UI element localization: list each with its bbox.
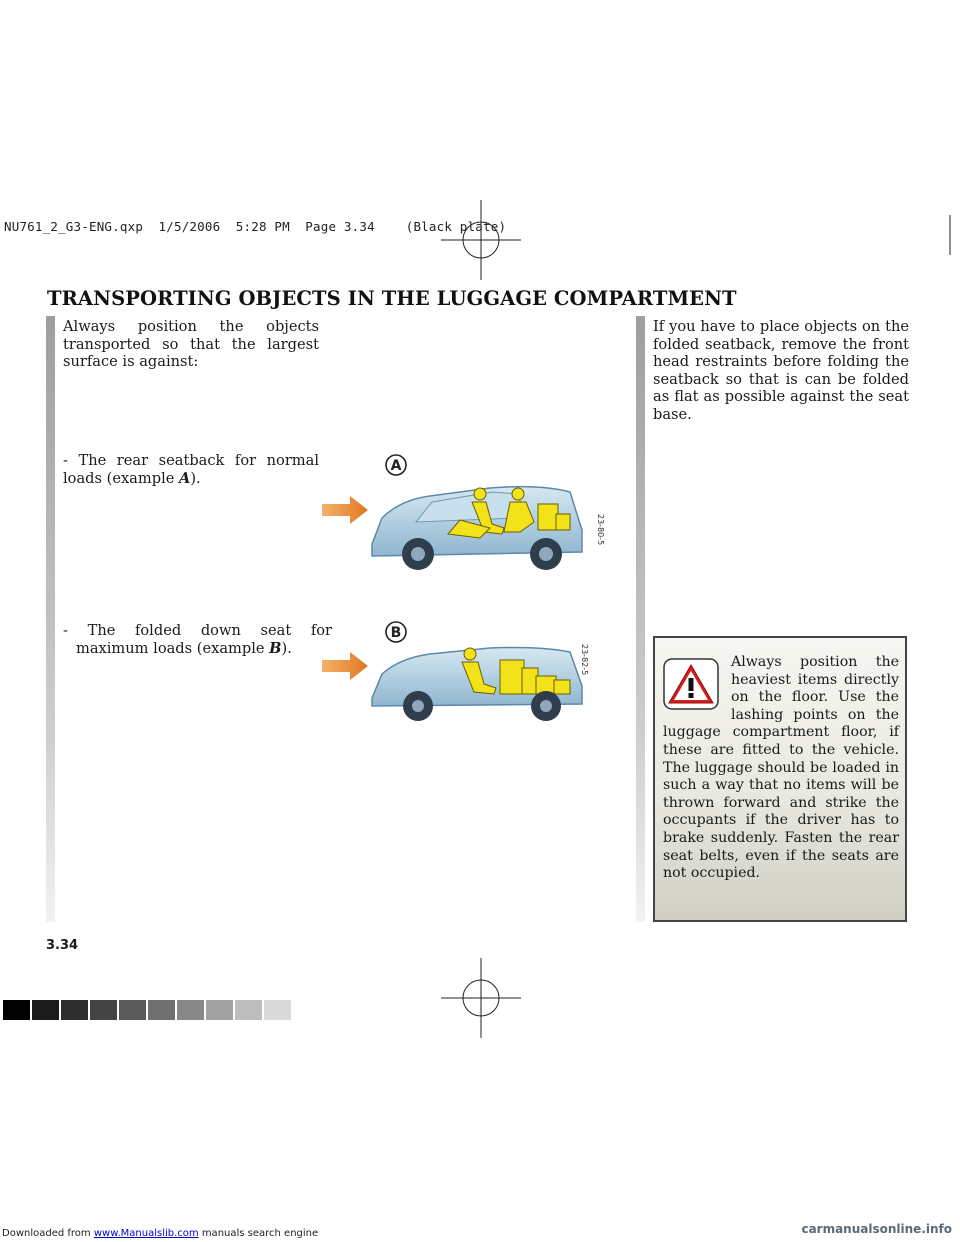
gray-swatch-5 (119, 1000, 146, 1020)
gray-swatch-9 (235, 1000, 262, 1020)
manualslib-link[interactable]: www.Manualslib.com (93, 1228, 199, 1239)
gray-swatch-7 (177, 1000, 204, 1020)
figure-b-code: 23-82-5 (580, 644, 589, 676)
gray-swatch-1 (3, 1000, 30, 1020)
warning-text-block (663, 654, 899, 883)
gray-swatch-6 (148, 1000, 175, 1020)
registration-mark-bottom (441, 958, 521, 1038)
gray-swatch-8 (206, 1000, 233, 1020)
left-sidebar-bar (46, 316, 55, 922)
warning-box (653, 636, 907, 922)
download-footer: Downloaded from www.Manualslib.com manuals search engine (2, 1228, 319, 1239)
page-title: TRANSPORTING OBJECTS IN THE LUGGAGE COMPARTMENT (47, 287, 737, 310)
gray-swatch-2 (32, 1000, 59, 1020)
figure-a-code: 23-80-5 (596, 514, 605, 546)
watermark-url: carmanualsonline.info (801, 1222, 952, 1236)
figure-a-label: A (390, 458, 402, 474)
page-number: 3.34 (46, 938, 79, 953)
figure-b-label: B (390, 625, 402, 641)
warning-triangle-icon (663, 658, 719, 710)
right-column-paragraph: If you have to place objects on the folded seatback, remove the front head restraints before folding the seatback so that is can be folded as flat as possible against the seat base. (653, 318, 909, 423)
item-b-paragraph: - The folded down seat for maximum loads (example B). (63, 622, 332, 657)
item-a-paragraph: - The rear seatback for normal loads (example A). (63, 452, 319, 487)
middle-sidebar-bar (636, 316, 645, 922)
warning-text: Always position the heaviest items directly on the floor. Use the lashing points on the luggage compartment floor, if these are fitted to the vehicle. The luggage should be loaded in such a way that no items will be thrown forward and strike the occupants if the driver has to brake suddenly. Fasten the rear seat belts, even if the seats are not occupied. (663, 654, 899, 882)
figure-b-car-illustration (320, 640, 620, 724)
gray-swatch-3 (61, 1000, 88, 1020)
gray-swatch-10 (264, 1000, 291, 1020)
figure-a-label-circle (385, 454, 407, 476)
crop-mark-right (940, 215, 960, 255)
arrow-icon (322, 496, 368, 524)
intro-paragraph: Always position the objects transported so that the largest surface is against: (63, 318, 319, 371)
figure-a-car-illustration (320, 474, 620, 586)
print-slug: NU761_2_G3-ENG.qxp 1/5/2006 5:28 PM Page 3.34 (Black plate) (4, 219, 507, 234)
arrow-icon (322, 652, 368, 680)
gray-swatch-4 (90, 1000, 117, 1020)
registration-mark-top (441, 200, 521, 280)
